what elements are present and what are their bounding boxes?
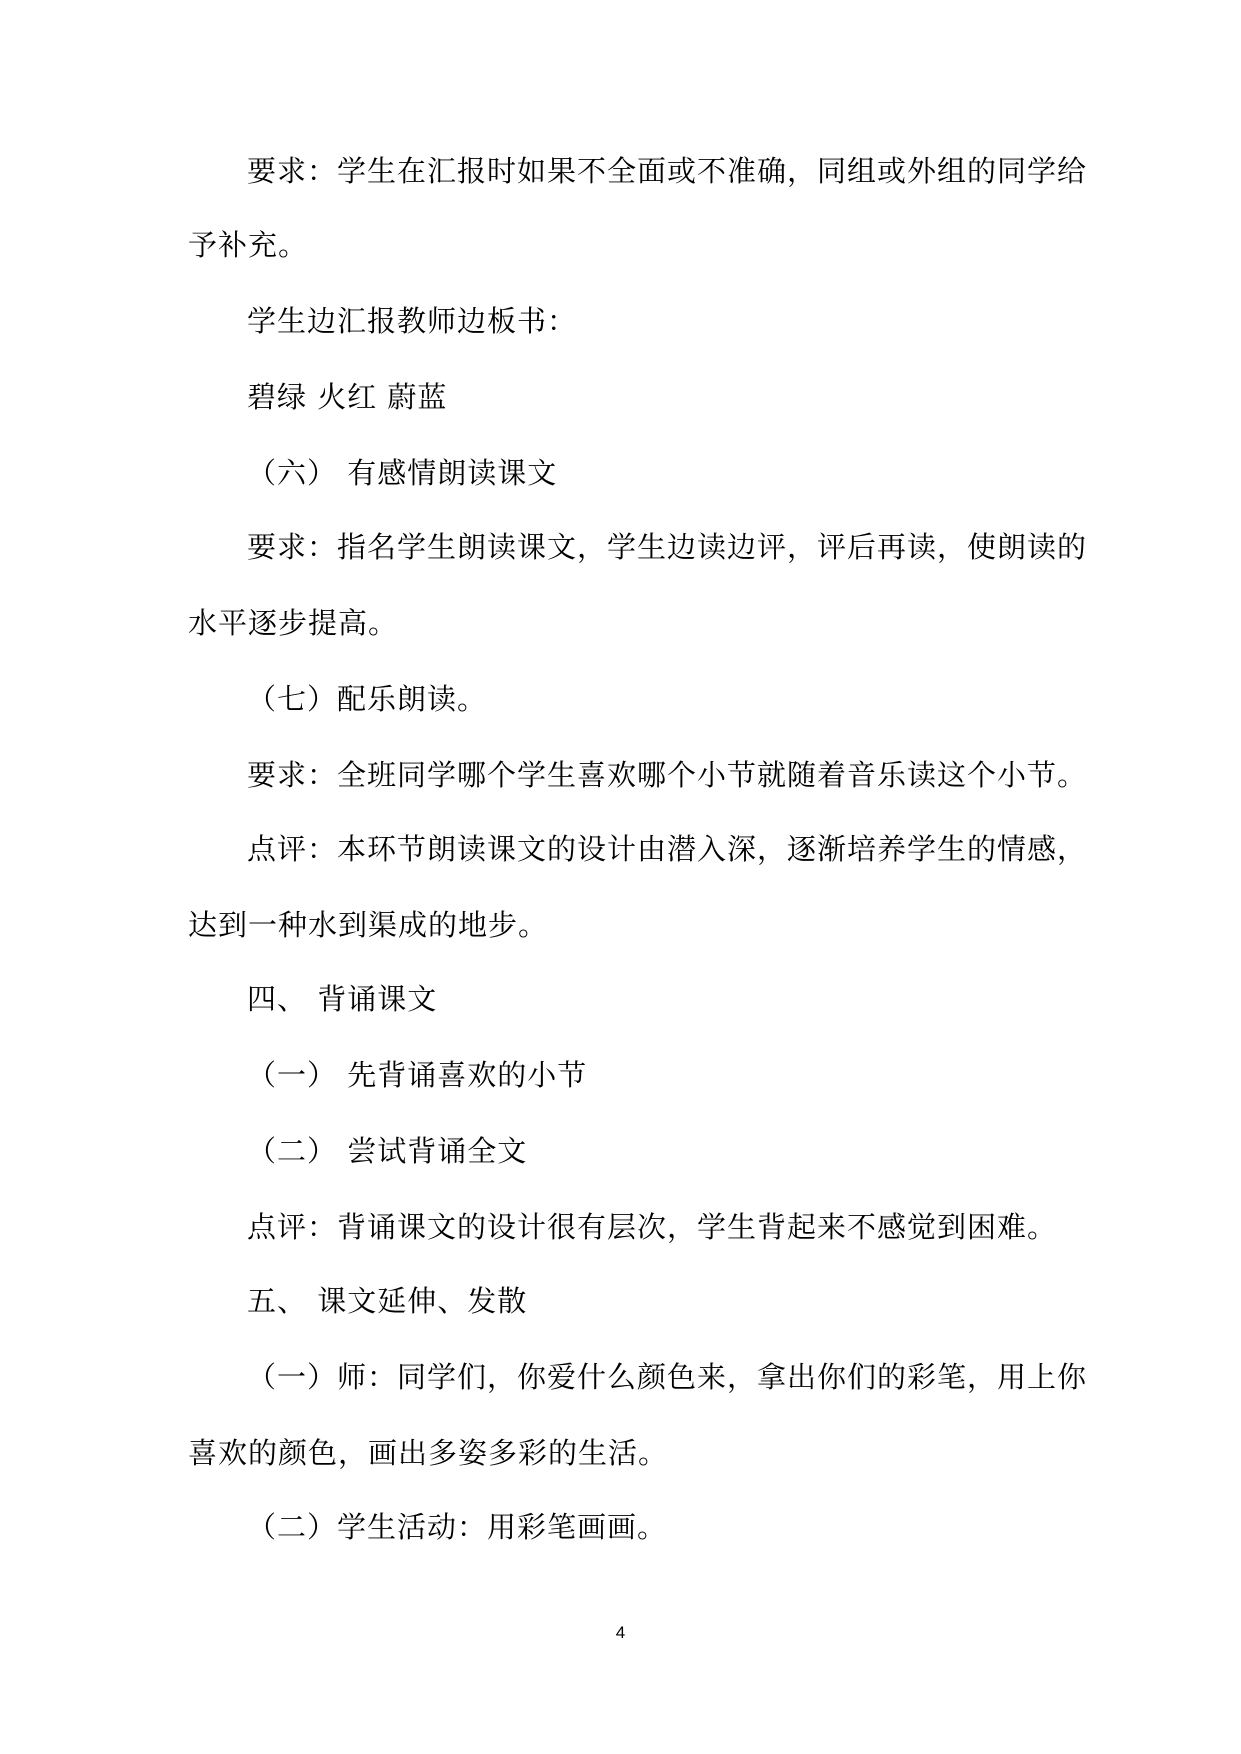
paragraph-line: 要求：学生在汇报时如果不全面或不准确，同组或外组的同学给: [247, 154, 1088, 188]
page-number: 4: [615, 1623, 626, 1642]
paragraph-line: 点评：背诵课文的设计很有层次，学生背起来不感觉到困难。: [247, 1210, 1058, 1244]
section-heading: 四、 背诵课文: [247, 982, 438, 1016]
section-heading: （一） 先背诵喜欢的小节: [247, 1058, 588, 1092]
section-heading: （七）配乐朗读。: [247, 682, 488, 716]
paragraph-line: 水平逐步提高。: [188, 606, 399, 640]
section-heading: 五、 课文延伸、发散: [247, 1284, 528, 1318]
paragraph-line: 达到一种水到渠成的地步。: [188, 908, 549, 942]
paragraph-line: （一）师：同学们，你爱什么颜色来，拿出你们的彩笔，用上你: [247, 1360, 1088, 1394]
paragraph-line: 点评：本环节朗读课文的设计由潜入深，逐渐培养学生的情感，: [247, 832, 1088, 866]
paragraph-line: 要求：全班同学哪个学生喜欢哪个小节就随着音乐读这个小节。: [247, 758, 1088, 792]
paragraph-line: 予补充。: [188, 228, 309, 262]
section-heading: （二） 尝试背诵全文: [247, 1134, 528, 1168]
paragraph-line: 学生边汇报教师边板书：: [247, 304, 578, 338]
paragraph-line: （二）学生活动：用彩笔画画。: [247, 1510, 668, 1544]
section-heading: （六） 有感情朗读课文: [247, 456, 558, 490]
paragraph-line: 碧绿 火红 蔚蓝: [247, 380, 448, 414]
paragraph-line: 喜欢的颜色，画出多姿多彩的生活。: [188, 1436, 669, 1470]
paragraph-line: 要求：指名学生朗读课文，学生边读边评，评后再读，使朗读的: [247, 530, 1088, 564]
